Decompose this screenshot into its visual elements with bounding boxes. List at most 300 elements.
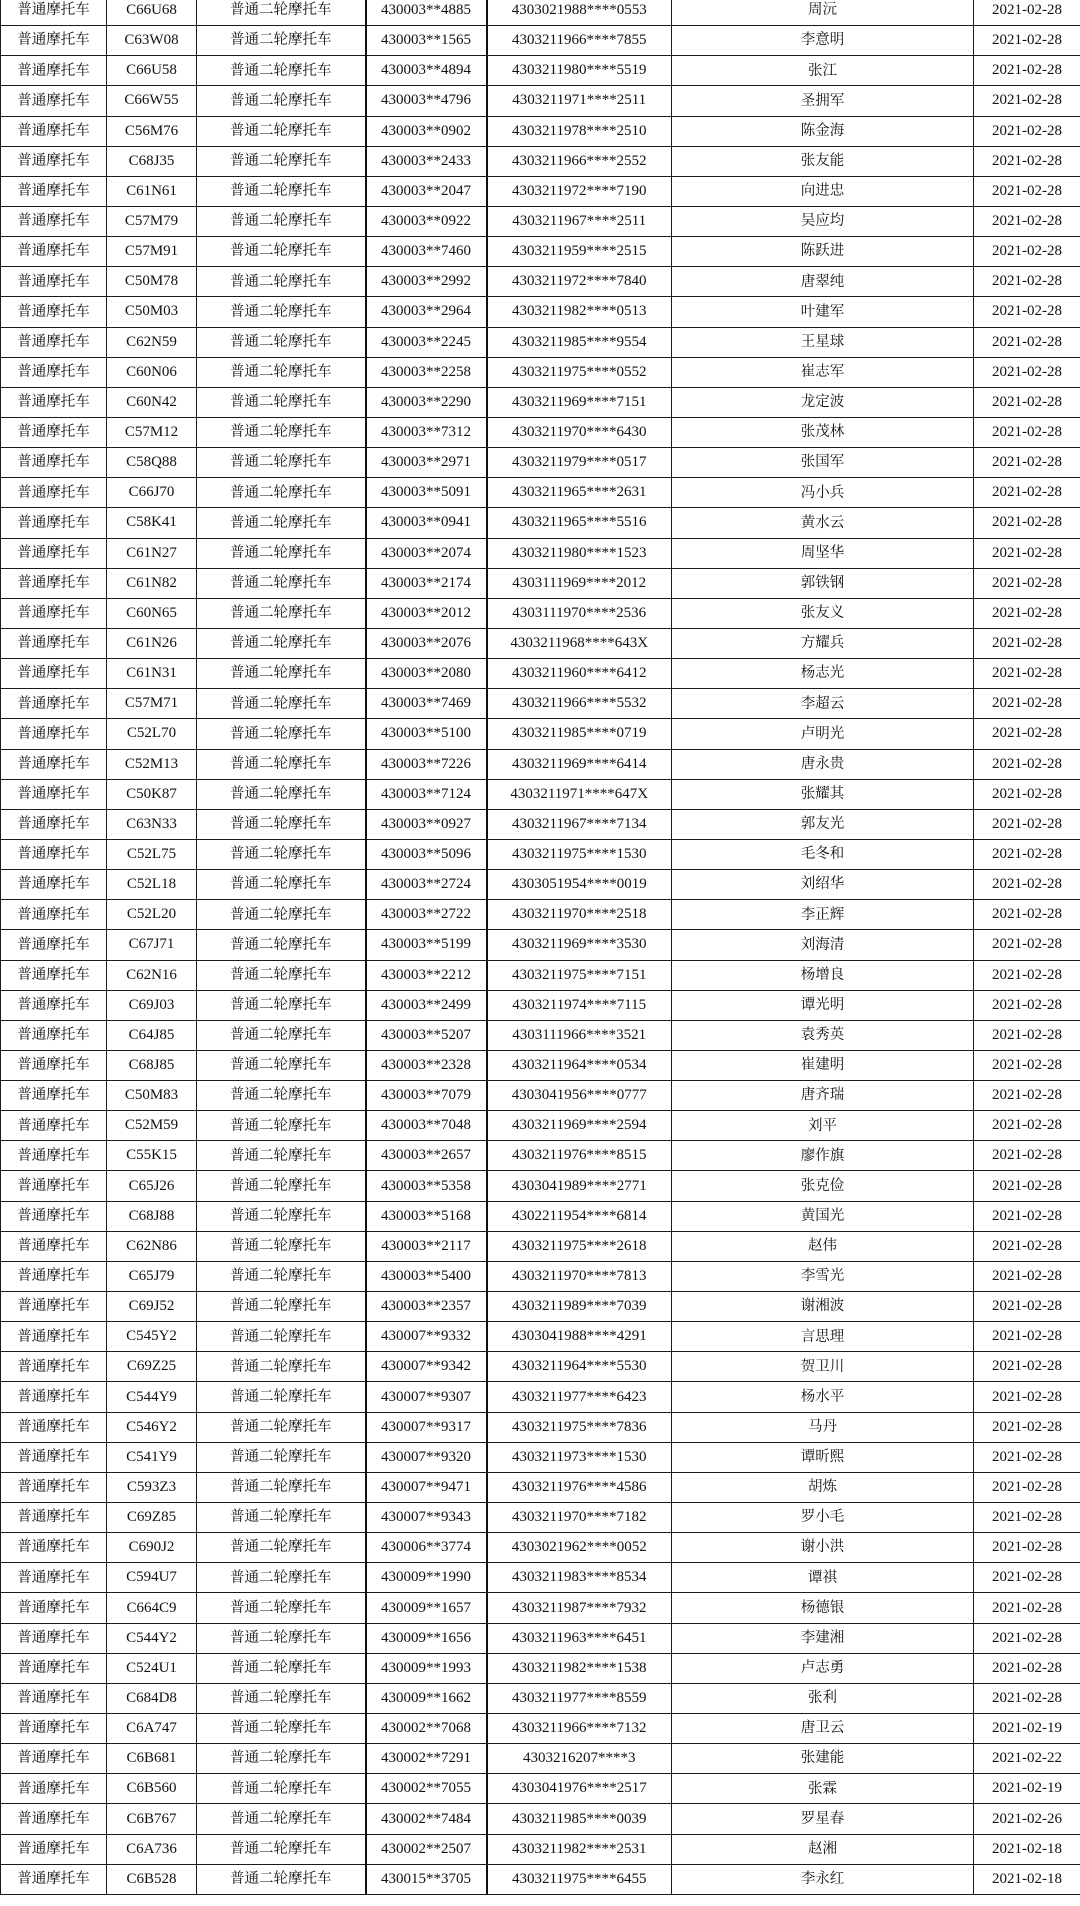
plate-number-cell: C68J85: [107, 1050, 197, 1080]
owner-name-cell: 李超云: [672, 689, 974, 719]
id-number-cell: 4303211974****7115: [487, 990, 672, 1020]
license-number-cell: 430003**2433: [366, 146, 487, 176]
vehicle-class-cell: 普通摩托车: [1, 1563, 107, 1593]
vehicle-type-cell: 普通二轮摩托车: [197, 628, 366, 658]
vehicle-class-cell: 普通摩托车: [1, 1593, 107, 1623]
date-cell: 2021-02-28: [974, 267, 1080, 297]
vehicle-class-cell: 普通摩托车: [1, 1774, 107, 1804]
license-number-cell: 430003**2258: [366, 357, 487, 387]
license-number-cell: 430003**2724: [366, 870, 487, 900]
vehicle-class-cell: 普通摩托车: [1, 1111, 107, 1141]
table-row: [1, 1020, 1080, 1050]
table-row: [1, 237, 1080, 267]
owner-name-cell: 张克俭: [672, 1171, 974, 1201]
license-number-cell: 430003**4885: [366, 0, 487, 26]
vehicle-class-cell: 普通摩托车: [1, 267, 107, 297]
date-cell: 2021-02-28: [974, 327, 1080, 357]
id-number-cell: 4303211982****2531: [487, 1834, 672, 1864]
license-number-cell: 430003**5096: [366, 839, 487, 869]
owner-name-cell: 李雪光: [672, 1261, 974, 1291]
owner-name-cell: 向进忠: [672, 176, 974, 206]
id-number-cell: 4303211980****1523: [487, 538, 672, 568]
id-number-cell: 4303211980****5519: [487, 56, 672, 86]
plate-number-cell: C57M12: [107, 417, 197, 447]
plate-number-cell: C66J70: [107, 478, 197, 508]
license-number-cell: 430002**2507: [366, 1834, 487, 1864]
license-number-cell: 430003**2290: [366, 387, 487, 417]
id-number-cell: 4303211987****7932: [487, 1593, 672, 1623]
id-number-cell: 4303211989****7039: [487, 1292, 672, 1322]
owner-name-cell: 方耀兵: [672, 628, 974, 658]
plate-number-cell: C57M91: [107, 237, 197, 267]
table-row: [1, 1533, 1080, 1563]
date-cell: 2021-02-28: [974, 146, 1080, 176]
date-cell: 2021-02-28: [974, 870, 1080, 900]
id-number-cell: 4303211969****7151: [487, 387, 672, 417]
owner-name-cell: 赵伟: [672, 1231, 974, 1261]
owner-name-cell: 杨增良: [672, 960, 974, 990]
vehicle-class-cell: 普通摩托车: [1, 839, 107, 869]
owner-name-cell: 马丹: [672, 1412, 974, 1442]
id-number-cell: 4303211976****8515: [487, 1141, 672, 1171]
id-number-cell: 4303211964****0534: [487, 1050, 672, 1080]
id-number-cell: 4303211985****9554: [487, 327, 672, 357]
table-row: [1, 1352, 1080, 1382]
owner-name-cell: 张茂林: [672, 417, 974, 447]
vehicle-class-cell: 普通摩托车: [1, 659, 107, 689]
vehicle-type-cell: 普通二轮摩托车: [197, 1533, 366, 1563]
vehicle-type-cell: 普通二轮摩托车: [197, 116, 366, 146]
vehicle-class-cell: 普通摩托车: [1, 86, 107, 116]
vehicle-class-cell: 普通摩托车: [1, 1653, 107, 1683]
license-number-cell: 430009**1662: [366, 1683, 487, 1713]
id-number-cell: 4303211964****5530: [487, 1352, 672, 1382]
vehicle-class-cell: 普通摩托车: [1, 297, 107, 327]
owner-name-cell: 郭铁钢: [672, 568, 974, 598]
id-number-cell: 4303211969****2594: [487, 1111, 672, 1141]
table-row: [1, 628, 1080, 658]
vehicle-type-cell: 普通二轮摩托车: [197, 1472, 366, 1502]
license-number-cell: 430002**7068: [366, 1714, 487, 1744]
date-cell: 2021-02-28: [974, 1442, 1080, 1472]
plate-number-cell: C67J71: [107, 930, 197, 960]
id-number-cell: 4303211975****1530: [487, 839, 672, 869]
table-row: [1, 1231, 1080, 1261]
vehicle-type-cell: 普通二轮摩托车: [197, 237, 366, 267]
table-row: [1, 327, 1080, 357]
plate-number-cell: C60N65: [107, 598, 197, 628]
plate-number-cell: C6B681: [107, 1744, 197, 1774]
id-number-cell: 4303211976****4586: [487, 1472, 672, 1502]
vehicle-type-cell: 普通二轮摩托车: [197, 719, 366, 749]
license-number-cell: 430003**5199: [366, 930, 487, 960]
owner-name-cell: 周坚华: [672, 538, 974, 568]
vehicle-type-cell: 普通二轮摩托车: [197, 1864, 366, 1894]
license-number-cell: 430002**7291: [366, 1744, 487, 1774]
date-cell: 2021-02-28: [974, 900, 1080, 930]
owner-name-cell: 杨志光: [672, 659, 974, 689]
vehicle-type-cell: 普通二轮摩托车: [197, 779, 366, 809]
vehicle-class-cell: 普通摩托车: [1, 1714, 107, 1744]
id-number-cell: 4303211959****2515: [487, 237, 672, 267]
owner-name-cell: 卢明光: [672, 719, 974, 749]
date-cell: 2021-02-28: [974, 86, 1080, 116]
vehicle-type-cell: 普通二轮摩托车: [197, 1623, 366, 1653]
date-cell: 2021-02-28: [974, 568, 1080, 598]
table-row: [1, 1111, 1080, 1141]
vehicle-class-cell: 普通摩托车: [1, 1020, 107, 1050]
plate-number-cell: C57M79: [107, 206, 197, 236]
owner-name-cell: 贺卫川: [672, 1352, 974, 1382]
owner-name-cell: 张江: [672, 56, 974, 86]
license-number-cell: 430003**5100: [366, 719, 487, 749]
table-row: [1, 1322, 1080, 1352]
owner-name-cell: 吴应均: [672, 206, 974, 236]
table-row: [1, 1050, 1080, 1080]
owner-name-cell: 张霖: [672, 1774, 974, 1804]
vehicle-class-cell: 普通摩托车: [1, 598, 107, 628]
owner-name-cell: 张耀其: [672, 779, 974, 809]
owner-name-cell: 谢小洪: [672, 1533, 974, 1563]
table-row: [1, 568, 1080, 598]
table-row: [1, 809, 1080, 839]
table-row: [1, 870, 1080, 900]
id-number-cell: 4302211954****6814: [487, 1201, 672, 1231]
vehicle-class-cell: 普通摩托车: [1, 237, 107, 267]
id-number-cell: 4303211985****0039: [487, 1804, 672, 1834]
owner-name-cell: 谭祺: [672, 1563, 974, 1593]
vehicle-type-cell: 普通二轮摩托车: [197, 749, 366, 779]
owner-name-cell: 谭光明: [672, 990, 974, 1020]
vehicle-class-cell: 普通摩托车: [1, 1231, 107, 1261]
table-row: [1, 478, 1080, 508]
vehicle-type-cell: 普通二轮摩托车: [197, 1171, 366, 1201]
license-number-cell: 430007**9320: [366, 1442, 487, 1472]
vehicle-class-cell: 普通摩托车: [1, 176, 107, 206]
vehicle-class-cell: 普通摩托车: [1, 628, 107, 658]
table-row: [1, 1292, 1080, 1322]
owner-name-cell: 陈金海: [672, 116, 974, 146]
license-number-cell: 430003**7460: [366, 237, 487, 267]
id-number-cell: 4303111966****3521: [487, 1020, 672, 1050]
date-cell: 2021-02-28: [974, 1171, 1080, 1201]
id-number-cell: 4303211966****7855: [487, 26, 672, 56]
vehicle-type-cell: 普通二轮摩托车: [197, 1442, 366, 1472]
vehicle-type-cell: 普通二轮摩托车: [197, 86, 366, 116]
table-row: [1, 1442, 1080, 1472]
date-cell: 2021-02-18: [974, 1864, 1080, 1894]
plate-number-cell: C60N06: [107, 357, 197, 387]
license-number-cell: 430002**7055: [366, 1774, 487, 1804]
owner-name-cell: 刘绍华: [672, 870, 974, 900]
id-number-cell: 4303211966****5532: [487, 689, 672, 719]
id-number-cell: 4303041988****4291: [487, 1322, 672, 1352]
license-number-cell: 430003**2328: [366, 1050, 487, 1080]
vehicle-class-cell: 普通摩托车: [1, 357, 107, 387]
vehicle-class-cell: 普通摩托车: [1, 206, 107, 236]
plate-number-cell: C6B560: [107, 1774, 197, 1804]
date-cell: 2021-02-28: [974, 1593, 1080, 1623]
license-number-cell: 430003**5091: [366, 478, 487, 508]
table-row: [1, 1683, 1080, 1713]
license-number-cell: 430003**2245: [366, 327, 487, 357]
license-number-cell: 430003**2012: [366, 598, 487, 628]
vehicle-type-cell: 普通二轮摩托车: [197, 0, 366, 26]
owner-name-cell: 袁秀英: [672, 1020, 974, 1050]
id-number-cell: 4303211977****6423: [487, 1382, 672, 1412]
date-cell: 2021-02-28: [974, 1533, 1080, 1563]
plate-number-cell: C546Y2: [107, 1412, 197, 1442]
vehicle-type-cell: 普通二轮摩托车: [197, 1744, 366, 1774]
plate-number-cell: C52L75: [107, 839, 197, 869]
vehicle-type-cell: 普通二轮摩托车: [197, 1020, 366, 1050]
table-row: [1, 659, 1080, 689]
license-number-cell: 430007**9317: [366, 1412, 487, 1442]
table-row: [1, 1714, 1080, 1744]
vehicle-type-cell: 普通二轮摩托车: [197, 1774, 366, 1804]
table-row: [1, 839, 1080, 869]
vehicle-class-cell: 普通摩托车: [1, 1683, 107, 1713]
id-number-cell: 4303211972****7190: [487, 176, 672, 206]
owner-name-cell: 谭昕熙: [672, 1442, 974, 1472]
owner-name-cell: 王星球: [672, 327, 974, 357]
vehicle-type-cell: 普通二轮摩托车: [197, 1201, 366, 1231]
owner-name-cell: 毛冬和: [672, 839, 974, 869]
table-row: [1, 1261, 1080, 1291]
table-row: [1, 116, 1080, 146]
vehicle-class-cell: 普通摩托车: [1, 1141, 107, 1171]
date-cell: 2021-02-19: [974, 1714, 1080, 1744]
license-number-cell: 430003**2076: [366, 628, 487, 658]
vehicle-type-cell: 普通二轮摩托车: [197, 930, 366, 960]
date-cell: 2021-02-28: [974, 598, 1080, 628]
table-row: [1, 1171, 1080, 1201]
id-number-cell: 4303211970****6430: [487, 417, 672, 447]
owner-name-cell: 胡炼: [672, 1472, 974, 1502]
license-number-cell: 430003**2212: [366, 960, 487, 990]
id-number-cell: 4303211970****7813: [487, 1261, 672, 1291]
license-number-cell: 430009**1993: [366, 1653, 487, 1683]
id-number-cell: 4303211966****7132: [487, 1714, 672, 1744]
vehicle-class-cell: 普通摩托车: [1, 779, 107, 809]
date-cell: 2021-02-28: [974, 387, 1080, 417]
table-row: [1, 1201, 1080, 1231]
plate-number-cell: C64J85: [107, 1020, 197, 1050]
vehicle-type-cell: 普通二轮摩托车: [197, 1683, 366, 1713]
license-number-cell: 430006**3774: [366, 1533, 487, 1563]
license-number-cell: 430003**2499: [366, 990, 487, 1020]
vehicle-type-cell: 普通二轮摩托车: [197, 267, 366, 297]
vehicle-type-cell: 普通二轮摩托车: [197, 809, 366, 839]
license-number-cell: 430003**7048: [366, 1111, 487, 1141]
table-row: [1, 357, 1080, 387]
date-cell: 2021-02-28: [974, 478, 1080, 508]
owner-name-cell: 崔志军: [672, 357, 974, 387]
date-cell: 2021-02-28: [974, 237, 1080, 267]
owner-name-cell: 黄国光: [672, 1201, 974, 1231]
date-cell: 2021-02-28: [974, 1503, 1080, 1533]
owner-name-cell: 张友义: [672, 598, 974, 628]
vehicle-class-cell: 普通摩托车: [1, 508, 107, 538]
date-cell: 2021-02-28: [974, 659, 1080, 689]
id-number-cell: 4303211968****643X: [487, 628, 672, 658]
id-number-cell: 4303211971****647X: [487, 779, 672, 809]
vehicle-type-cell: 普通二轮摩托车: [197, 448, 366, 478]
id-number-cell: 4303211978****2510: [487, 116, 672, 146]
license-number-cell: 430003**2657: [366, 1141, 487, 1171]
table-row: [1, 417, 1080, 447]
date-cell: 2021-02-28: [974, 1322, 1080, 1352]
vehicle-type-cell: 普通二轮摩托车: [197, 1322, 366, 1352]
owner-name-cell: 言思理: [672, 1322, 974, 1352]
date-cell: 2021-02-28: [974, 56, 1080, 86]
vehicle-type-cell: 普通二轮摩托车: [197, 26, 366, 56]
date-cell: 2021-02-28: [974, 297, 1080, 327]
plate-number-cell: C52L70: [107, 719, 197, 749]
table-row: [1, 960, 1080, 990]
vehicle-class-cell: 普通摩托车: [1, 1503, 107, 1533]
plate-number-cell: C52M13: [107, 749, 197, 779]
plate-number-cell: C6A736: [107, 1834, 197, 1864]
owner-name-cell: 杨水平: [672, 1382, 974, 1412]
date-cell: 2021-02-28: [974, 719, 1080, 749]
plate-number-cell: C50M78: [107, 267, 197, 297]
id-number-cell: 4303111970****2536: [487, 598, 672, 628]
vehicle-type-cell: 普通二轮摩托车: [197, 508, 366, 538]
license-number-cell: 430003**2992: [366, 267, 487, 297]
id-number-cell: 4303211975****6455: [487, 1864, 672, 1894]
id-number-cell: 4303211970****7182: [487, 1503, 672, 1533]
vehicle-type-cell: 普通二轮摩托车: [197, 839, 366, 869]
plate-number-cell: C61N61: [107, 176, 197, 206]
vehicle-class-cell: 普通摩托车: [1, 960, 107, 990]
id-number-cell: 4303211969****6414: [487, 749, 672, 779]
id-number-cell: 4303041956****0777: [487, 1081, 672, 1111]
owner-name-cell: 黄水云: [672, 508, 974, 538]
date-cell: 2021-02-28: [974, 1623, 1080, 1653]
license-number-cell: 430009**1657: [366, 1593, 487, 1623]
plate-number-cell: C57M71: [107, 689, 197, 719]
date-cell: 2021-02-28: [974, 26, 1080, 56]
date-cell: 2021-02-28: [974, 448, 1080, 478]
vehicle-class-cell: 普通摩托车: [1, 900, 107, 930]
vehicle-type-cell: 普通二轮摩托车: [197, 327, 366, 357]
vehicle-type-cell: 普通二轮摩托车: [197, 1382, 366, 1412]
id-number-cell: 4303041989****2771: [487, 1171, 672, 1201]
license-number-cell: 430003**0902: [366, 116, 487, 146]
id-number-cell: 4303211965****5516: [487, 508, 672, 538]
license-number-cell: 430003**7124: [366, 779, 487, 809]
table-row: [1, 26, 1080, 56]
plate-number-cell: C68J88: [107, 1201, 197, 1231]
vehicle-class-cell: 普通摩托车: [1, 1261, 107, 1291]
plate-number-cell: C61N31: [107, 659, 197, 689]
vehicle-type-cell: 普通二轮摩托车: [197, 1593, 366, 1623]
vehicle-type-cell: 普通二轮摩托车: [197, 538, 366, 568]
vehicle-class-cell: 普通摩托车: [1, 56, 107, 86]
plate-number-cell: C544Y2: [107, 1623, 197, 1653]
id-number-cell: 4303021988****0553: [487, 0, 672, 26]
vehicle-class-cell: 普通摩托车: [1, 719, 107, 749]
license-number-cell: 430003**0927: [366, 809, 487, 839]
date-cell: 2021-02-28: [974, 1412, 1080, 1442]
license-number-cell: 430003**2117: [366, 1231, 487, 1261]
vehicle-type-cell: 普通二轮摩托车: [197, 176, 366, 206]
license-number-cell: 430002**7484: [366, 1804, 487, 1834]
vehicle-type-cell: 普通二轮摩托车: [197, 417, 366, 447]
table-row: [1, 990, 1080, 1020]
table-row: [1, 1563, 1080, 1593]
plate-number-cell: C6B767: [107, 1804, 197, 1834]
table-row: [1, 508, 1080, 538]
owner-name-cell: 圣拥军: [672, 86, 974, 116]
plate-number-cell: C594U7: [107, 1563, 197, 1593]
owner-name-cell: 卢志勇: [672, 1653, 974, 1683]
plate-number-cell: C593Z3: [107, 1472, 197, 1502]
license-number-cell: 430003**2174: [366, 568, 487, 598]
owner-name-cell: 谢湘波: [672, 1292, 974, 1322]
owner-name-cell: 龙定波: [672, 387, 974, 417]
vehicle-class-cell: 普通摩托车: [1, 568, 107, 598]
owner-name-cell: 唐永贵: [672, 749, 974, 779]
license-number-cell: 430007**9332: [366, 1322, 487, 1352]
owner-name-cell: 刘海清: [672, 930, 974, 960]
id-number-cell: 4303211985****0719: [487, 719, 672, 749]
plate-number-cell: C52L20: [107, 900, 197, 930]
id-number-cell: 4303211975****2618: [487, 1231, 672, 1261]
date-cell: 2021-02-28: [974, 1020, 1080, 1050]
license-number-cell: 430007**9307: [366, 1382, 487, 1412]
license-number-cell: 430003**1565: [366, 26, 487, 56]
date-cell: 2021-02-28: [974, 1472, 1080, 1502]
date-cell: 2021-02-28: [974, 1111, 1080, 1141]
vehicle-class-cell: 普通摩托车: [1, 1382, 107, 1412]
table-row: [1, 267, 1080, 297]
id-number-cell: 4303211969****3530: [487, 930, 672, 960]
vehicle-class-cell: 普通摩托车: [1, 146, 107, 176]
vehicle-class-cell: 普通摩托车: [1, 930, 107, 960]
vehicle-type-cell: 普通二轮摩托车: [197, 357, 366, 387]
plate-number-cell: C65J26: [107, 1171, 197, 1201]
plate-number-cell: C6A747: [107, 1714, 197, 1744]
id-number-cell: 4303211967****2511: [487, 206, 672, 236]
license-number-cell: 430003**4894: [366, 56, 487, 86]
table-row: [1, 1864, 1080, 1894]
license-number-cell: 430003**2080: [366, 659, 487, 689]
plate-number-cell: C60N42: [107, 387, 197, 417]
license-number-cell: 430003**5358: [366, 1171, 487, 1201]
vehicle-type-cell: 普通二轮摩托车: [197, 1563, 366, 1593]
vehicle-type-cell: 普通二轮摩托车: [197, 1111, 366, 1141]
vehicle-class-cell: 普通摩托车: [1, 0, 107, 26]
plate-number-cell: C50M03: [107, 297, 197, 327]
plate-number-cell: C50M83: [107, 1081, 197, 1111]
table-row: [1, 598, 1080, 628]
table-row: [1, 0, 1080, 26]
table-row: [1, 689, 1080, 719]
table-row: [1, 1412, 1080, 1442]
table-row: [1, 1804, 1080, 1834]
date-cell: 2021-02-28: [974, 960, 1080, 990]
table-row: [1, 1081, 1080, 1111]
vehicle-type-cell: 普通二轮摩托车: [197, 900, 366, 930]
date-cell: 2021-02-28: [974, 1141, 1080, 1171]
owner-name-cell: 张友能: [672, 146, 974, 176]
vehicle-type-cell: 普通二轮摩托车: [197, 1352, 366, 1382]
date-cell: 2021-02-28: [974, 628, 1080, 658]
id-number-cell: 4303211973****1530: [487, 1442, 672, 1472]
license-number-cell: 430007**9343: [366, 1503, 487, 1533]
